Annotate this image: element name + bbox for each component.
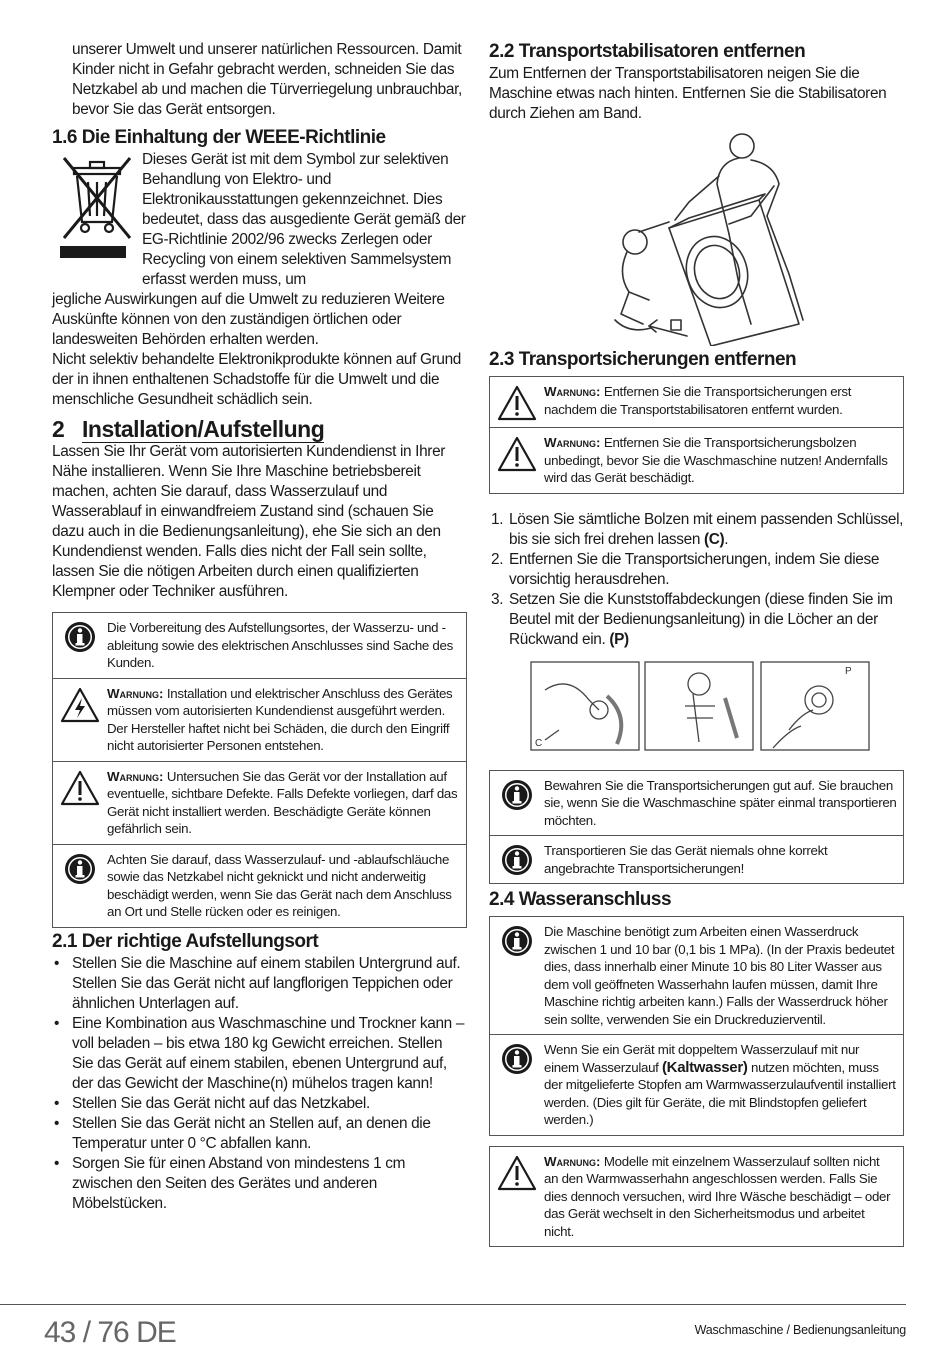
warning-label: Warnung:	[544, 435, 601, 450]
warning-icon	[60, 770, 100, 806]
figure-label-p: P	[845, 665, 852, 677]
list-item-text: Eine Kombination aus Waschmaschine und Trockner kann – voll beladen – bis etwa 180 kg Gewicht erreichen. Stellen Sie das Gerät auf einem stabilen, ebenen Untergrund auf, der das Gewicht der Maschine(n) mühelos tragen kann!	[72, 1014, 465, 1092]
note-text-bold: (Kaltwasser)	[661, 1058, 748, 1076]
note-warning-stabilizers	[490, 377, 903, 428]
note-info-transport	[490, 836, 903, 883]
place-heading: 2.1 Der richtige Aufstellungsort	[52, 930, 319, 952]
note-text	[107, 768, 460, 838]
note-text-pre: Wenn Sie ein Gerät mit doppeltem Wasserzulauf mit nur einem Wasserzulauf	[544, 1042, 860, 1075]
note-text	[544, 1153, 897, 1241]
step-end: .	[724, 530, 729, 548]
bolt-removal-illustrations	[489, 660, 904, 756]
intro-paragraph: unserer Umwelt und unserer natürlichen Ressourcen. Damit Kinder nicht in Gefahr gebracht werden, schneiden Sie das Netzkabel ab und machen die Türverriegelung unbrauchbar, bevor Sie das Gerät entsorgen.	[72, 41, 462, 118]
step-number: 3.	[491, 590, 504, 608]
step-item	[489, 550, 904, 590]
crossed-bin-icon	[52, 150, 142, 262]
note-text-post: nutzen möchten, muss der mitgelieferte Stopfen am Warmwasserzulaufventil installiert werden. (Dies gilt für Geräte, die mit Blindstopfen geliefert werden.)	[544, 1059, 896, 1127]
warning-label: Warnung:	[544, 384, 601, 399]
step-item	[489, 510, 904, 550]
warning-text: Untersuchen Sie das Gerät vor der Installation auf eventuelle, sichtbare Defekte. Falls Defekte vorliegen, darf das Gerät nicht installiert werden. Beschädigte Geräte können gefährlich sein.	[107, 768, 458, 836]
warning-icon	[497, 436, 537, 472]
place-list	[52, 954, 467, 1214]
step-text: Lösen Sie sämtliche Bolzen mit einem passenden Schlüssel, bis sie sich frei drehen lassen	[509, 510, 904, 548]
water-heading: 2.4 Wasseranschluss	[489, 889, 672, 910]
info-icon	[64, 621, 96, 653]
weee-block	[52, 150, 467, 290]
note-text	[544, 1041, 897, 1129]
install-notes	[52, 612, 467, 928]
note-info-cold-water	[490, 1035, 903, 1135]
footer-title: Waschmaschine / Bedienungsanleitung	[694, 1323, 906, 1337]
step-text: Setzen Sie die Kunststoffabdeckungen (diese finden Sie im Beutel mit der Bedienungsanleitung) in die Löcher an der Rückwand ein.	[509, 590, 893, 648]
right-column	[489, 40, 904, 1247]
steps-list	[489, 510, 904, 650]
warning-icon	[497, 385, 537, 421]
step-ref: (P)	[609, 630, 629, 648]
electric-hazard-icon	[60, 687, 100, 723]
note-text: Achten Sie darauf, dass Wasserzulauf- und -ablaufschläuche sowie das Netzkabel nicht geknickt und nicht anderweitig beschädigt werden, wenn Sie das Gerät nach dem Anschluss an Ort und Stelle rücken oder es reinigen.	[107, 851, 452, 919]
note-text	[107, 685, 460, 755]
note-text: Transportieren Sie das Gerät niemals ohne korrekt angebrachte Transportsicherungen!	[544, 843, 828, 876]
chapter-number: 2	[52, 416, 65, 442]
bolt-removal-figures	[489, 660, 904, 756]
list-item-text: Sorgen Sie für einen Abstand von mindestens 1 cm zwischen den Seiten des Gerätes und anderen Möbelstücken.	[72, 1154, 406, 1212]
note-info-hoses	[53, 845, 466, 927]
stab-heading: 2.2 Transportstabilisatoren entfernen	[489, 41, 806, 62]
list-item-text: Stellen Sie die Maschine auf einem stabilen Untergrund auf. Stellen Sie das Gerät nicht auf langflorigen Teppichen oder ähnlichen Unterlagen auf.	[72, 954, 461, 1012]
figure-label-c: C	[535, 737, 543, 749]
step-text: Entfernen Sie die Transportsicherungen, indem Sie diese vorsichtig herausdrehen.	[509, 550, 880, 588]
weee-rest-text-2: Nicht selektiv behandelte Elektronikprodukte können auf Grund der in ihnen enthaltenen Schadstoffe für die Umwelt und die menschliche Gesundheit schädlich sein.	[52, 351, 461, 408]
list-item-text: Stellen Sie das Gerät nicht auf das Netzkabel.	[72, 1094, 370, 1112]
warning-label: Warnung:	[107, 685, 164, 701]
warning-label: Warnung:	[544, 1153, 601, 1169]
footer-divider	[0, 1304, 906, 1305]
note-warning-defects	[53, 762, 466, 845]
note-info-preparation	[53, 613, 466, 679]
warning-icon	[497, 1155, 537, 1191]
water-info-notes	[489, 916, 904, 1136]
info-icon	[501, 779, 533, 811]
secure-heading: 2.3 Transportsicherungen entfernen	[489, 349, 797, 370]
list-item-text: Stellen Sie das Gerät nicht an Stellen auf, an denen die Temperatur unter 0 °C abfallen kann.	[72, 1114, 431, 1152]
info-icon	[501, 844, 533, 876]
note-warning-electrical	[53, 679, 466, 762]
tilt-machine-illustration	[489, 124, 904, 346]
warning-text: Installation und elektrischer Anschluss des Gerätes müssen vom autorisierten Kundendienst ausgeführt werden. Der Hersteller haftet nicht bei Schäden, die durch den Eingriff nicht autorisierter Personen entstehen.	[107, 685, 453, 753]
tilt-machine-figure	[489, 124, 904, 346]
secure-info-notes	[489, 770, 904, 885]
step-ref: (C)	[703, 530, 725, 548]
secure-warnings	[489, 376, 904, 494]
note-text: Bewahren Sie die Transportsicherungen gut auf. Sie brauchen sie, wenn Sie die Waschmaschine später einmal transportieren möchten.	[544, 777, 897, 828]
page-number: 43 / 76 DE	[44, 1316, 176, 1349]
info-icon	[501, 1043, 533, 1075]
weee-symbol	[52, 150, 142, 290]
left-column	[52, 40, 467, 1214]
list-item: • Stellen Sie die Maschine auf einem stabilen Untergrund auf. Stellen Sie das Gerät nicht auf langflorigen Teppichen oder ähnlichen Unterlagen auf.	[54, 954, 461, 1012]
info-icon	[501, 925, 533, 957]
warning-text: Modelle mit einzelnem Wasserzulauf sollten nicht an den Warmwasserhahn angeschlossen werden. Falls Sie dies dennoch versuchen, wird Ihre Wäsche beschädigt – oder das Gerät wechselt in den Sicherheitsmodus und arbeitet nicht.	[544, 1153, 891, 1239]
note-text: Die Maschine benötigt zum Arbeiten einen Wasserdruck zwischen 1 und 10 bar (0,1 bis 1 MPa). (In der Praxis bedeutet dies, dass innerhalb einer Minute 10 bis 80 Liter Wasser aus dem voll geöffneten Wasserhahn laufen müssen, damit Ihre Maschine richtig arbeiten kann.) Falls der Wasserdruck höher sein sollte, verwenden Sie ein Druckreduzierventil.	[544, 924, 895, 1027]
note-text: Die Vorbereitung des Aufstellungsortes, der Wasserzu- und -ableitung sowie des elektrischen Anschlusses sind Sache des Kunden.	[107, 620, 453, 670]
step-number: 2.	[491, 550, 504, 568]
note-warning-bolts	[490, 428, 903, 493]
chapter-title: Installation/Aufstellung	[82, 416, 325, 442]
chapter-heading	[52, 416, 467, 442]
list-item: • Stellen Sie das Gerät nicht auf das Netzkabel.	[54, 1094, 370, 1112]
stab-text: Zum Entfernen der Transportstabilisatoren neigen Sie die Maschine etwas nach hinten. Entfernen Sie die Stabilisatoren durch Ziehen am Band.	[489, 65, 887, 122]
step-item	[489, 590, 904, 650]
list-item: • Eine Kombination aus Waschmaschine und Trockner kann – voll beladen – bis etwa 180 kg Gewicht erreichen. Stellen Sie das Gerät auf einem stabilen, ebenen Untergrund auf, der das Gewicht der Maschine(n) mühelos tragen kann!	[54, 1014, 465, 1092]
note-text	[544, 383, 897, 418]
note-info-keep	[490, 771, 903, 837]
note-text	[544, 434, 897, 487]
list-item: • Stellen Sie das Gerät nicht an Stellen auf, an denen die Temperatur unter 0 °C abfallen kann.	[54, 1114, 431, 1152]
chapter-intro: Lassen Sie Ihr Gerät vom autorisierten Kundendienst in Ihrer Nähe installieren. Wenn Sie Ihre Maschine betriebsbereit machen, achten Sie darauf, dass Wasserzulauf und Wasserablauf in einwandfreiem Zustand sind (schauen Sie dazu auch in die Bedienungsanleitung), ehe Sie sich an den Kundendienst wenden. Falls dies nicht der Fall sein sollte, lassen Sie die nötigen Arbeiten durch einen qualifizierten Klempner oder Techniker ausführen.	[52, 443, 446, 600]
note-info-pressure	[490, 917, 903, 1035]
water-warning-box	[489, 1146, 904, 1248]
info-icon	[64, 853, 96, 885]
warning-text: Entfernen Sie die Transportsicherungsbolzen unbedingt, bevor Sie die Waschmaschine nutzen! Andernfalls wird das Gerät beschädigt.	[544, 435, 888, 485]
weee-heading: 1.6 Die Einhaltung der WEEE-Richtlinie	[52, 127, 386, 148]
weee-side-text: Dieses Gerät ist mit dem Symbol zur selektiven Behandlung von Elektro- und Elektronikausstattungen gekennzeichnet. Dies bedeutet, dass das ausgediente Gerät gemäß der EG-Richtlinie 2002/96 zwecks Zerlegen oder Recycling von einem selektiven Sammelsystem erfasst werden muss, um	[142, 151, 466, 288]
weee-rest-text: jegliche Auswirkungen auf die Umwelt zu reduzieren Weitere Auskünfte können von den zuständigen örtlichen oder landesweiten Behörden erhalten werden.	[52, 291, 445, 348]
note-warning-hot-water	[490, 1147, 903, 1247]
warning-text: Entfernen Sie die Transportsicherungen erst nachdem die Transportstabilisatoren entfernt wurden.	[544, 384, 852, 417]
warning-label: Warnung:	[107, 768, 164, 784]
step-number: 1.	[491, 510, 504, 528]
list-item: • Sorgen Sie für einen Abstand von mindestens 1 cm zwischen den Seiten des Gerätes und anderen Möbelstücken.	[54, 1154, 406, 1212]
